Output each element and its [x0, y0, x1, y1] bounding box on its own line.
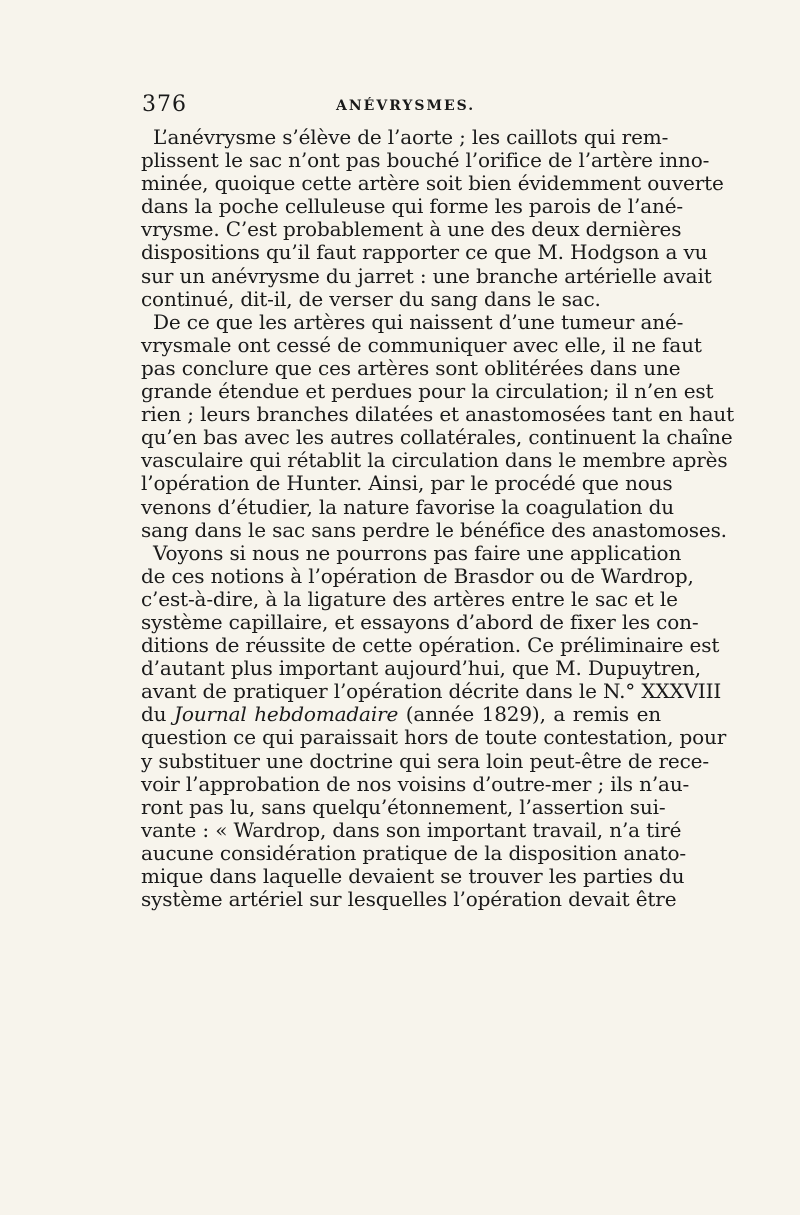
text-line: l’opération de Hunter. Ainsi, par le procédé que nous	[141, 471, 673, 496]
text-line: ditions de réussite de cette opération. Ce préliminaire est	[141, 633, 720, 658]
text-line: c’est-à-dire, à la ligature des artères entre le sac et le	[141, 586, 678, 611]
page-number: 376	[142, 92, 187, 117]
text-line: qu’en bas avec les autres collatérales, continuent la chaîne	[141, 425, 733, 450]
text-line: vante : « Wardrop, dans son important travail, n’a tiré	[141, 817, 682, 842]
page-header	[142, 92, 662, 122]
text-line: avant de pratiquer l’opération décrite dans le N.° XXXVIII	[141, 679, 722, 704]
body-text	[141, 125, 735, 912]
text-line: y substituer une doctrine qui sera loin peut-être de rece-	[141, 748, 709, 773]
text-line: dispositions qu’il faut rapporter ce que M. Hodgson a vu	[141, 240, 708, 265]
text-line: venons d’étudier, la nature favorise la coagulation du	[141, 494, 674, 519]
running-title: ANÉVRYSMES.	[336, 98, 476, 114]
text-line: système capillaire, et essayons d’abord de fixer les con-	[141, 609, 699, 634]
text-line: aucune considération pratique de la disposition anato-	[141, 840, 686, 865]
text-line: Voyons si nous ne pourrons pas faire une application	[153, 540, 682, 565]
text-line: sang dans le sac sans perdre le bénéfice des anastomoses.	[141, 517, 727, 542]
text-line: question ce qui paraissait hors de toute contestation, pour	[141, 725, 727, 750]
text-line: grande étendue et perdues pour la circulation; il n’en est	[141, 379, 714, 404]
text-line: de ces notions à l’opération de Brasdor ou de Wardrop,	[141, 563, 694, 588]
text-line: continué, dit-il, de verser du sang dans le sac.	[141, 286, 601, 311]
text-line: pas conclure que ces artères sont oblitérées dans une	[141, 355, 681, 380]
text-line: vasculaire qui rétablit la circulation dans le membre après	[141, 448, 728, 473]
text-line: vrysme. C’est probablement à une des deux dernières	[141, 217, 682, 242]
text-line: plissent le sac n’ont pas bouché l’orifice de l’artère inno-	[141, 148, 710, 173]
text-line: dans la poche celluleuse qui forme les parois de l’ané-	[141, 194, 684, 219]
text-line: rien ; leurs branches dilatées et anastomosées tant en haut	[141, 402, 735, 427]
text-line: sur un anévrysme du jarret : une branche artérielle avait	[141, 263, 712, 288]
text-line: d’autant plus important aujourd’hui, que M. Dupuytren,	[141, 656, 701, 681]
text-line: mique dans laquelle devaient se trouver les parties du	[141, 864, 685, 888]
journal-title: Journal hebdomadaire	[173, 702, 399, 727]
text-line-with-journal-title	[141, 703, 661, 726]
text-line: système artériel sur lesquelles l’opération devait être	[141, 887, 677, 912]
line-part-after: (année 1829), a remis en	[398, 702, 661, 727]
text-line: voir l’approbation de nos voisins d’outre-mer ; ils n’au-	[141, 771, 690, 796]
line-part-before: du	[141, 702, 174, 727]
text-line: ront pas lu, sans quelqu’étonnement, l’assertion sui-	[141, 794, 666, 819]
text-line: minée, quoique cette artère soit bien évidemment ouverte	[141, 171, 724, 196]
text-line: De ce que les artères qui naissent d’une tumeur ané-	[153, 309, 684, 334]
text-line: vrysmale ont cessé de communiquer avec elle, il ne faut	[141, 332, 702, 357]
text-line: L’anévrysme s’élève de l’aorte ; les caillots qui rem-	[153, 125, 669, 149]
